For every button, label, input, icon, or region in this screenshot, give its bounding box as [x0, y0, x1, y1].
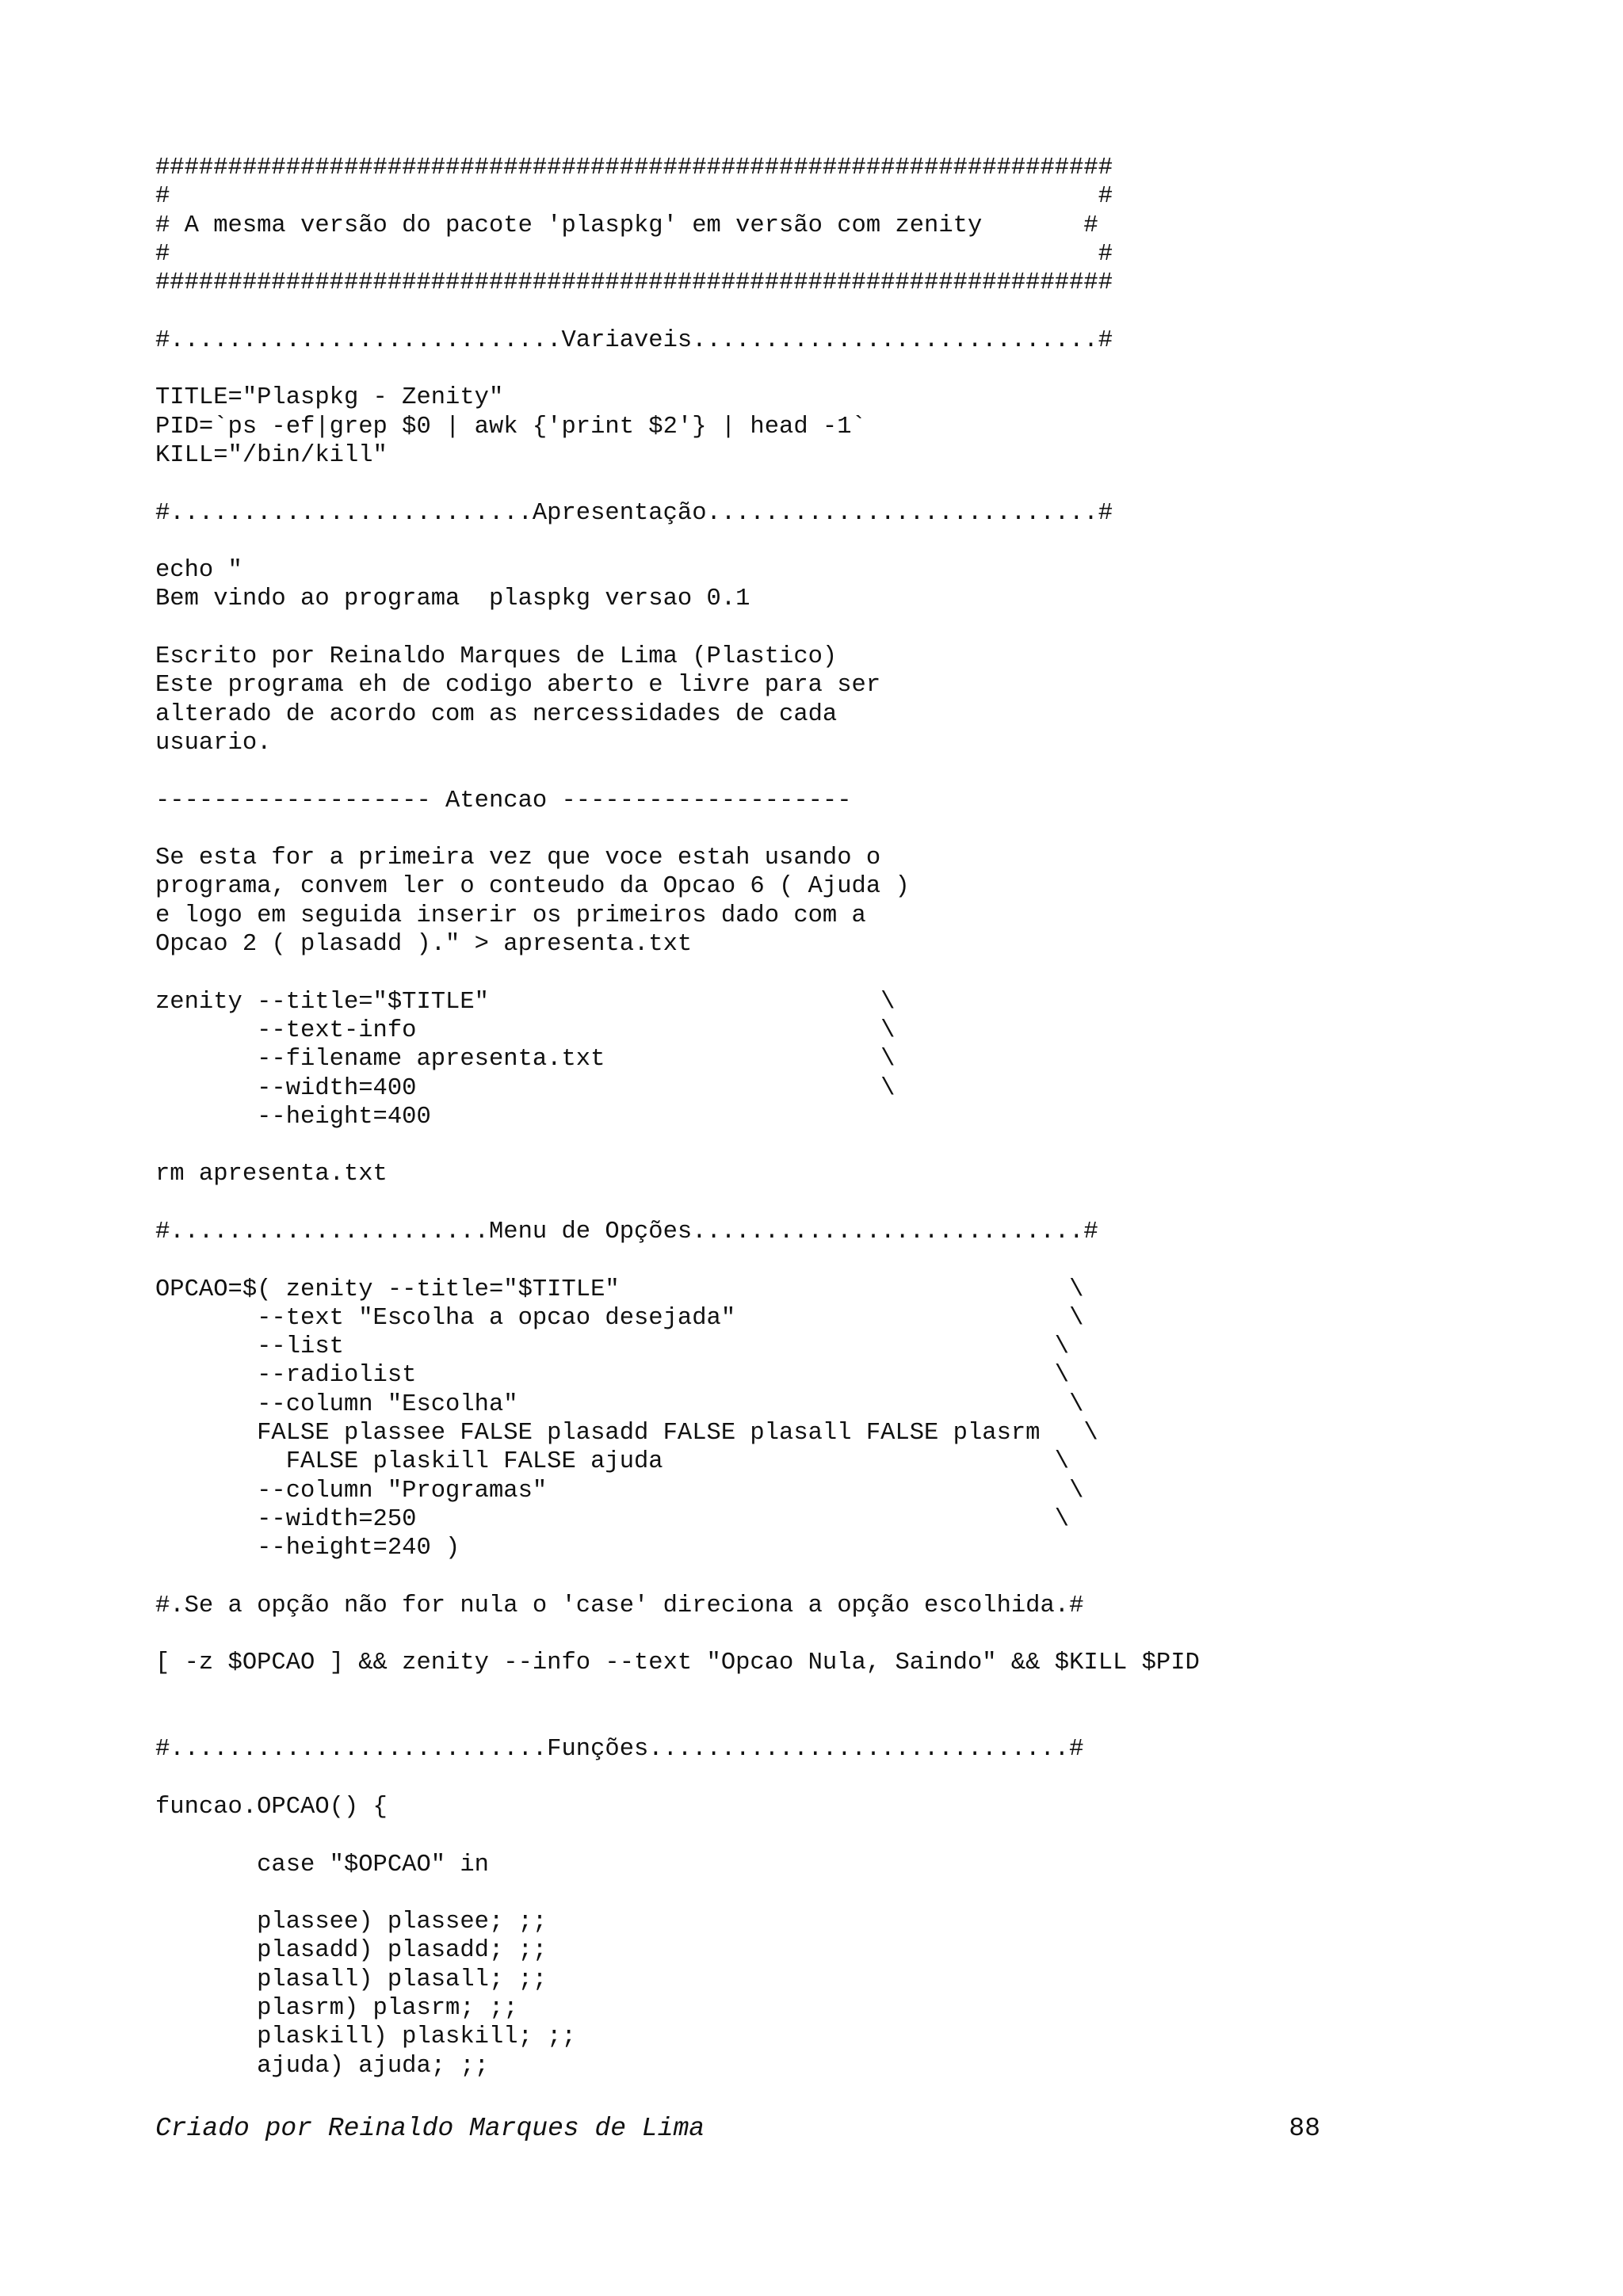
code-line: #..........................Funções.............................# — [155, 1736, 1084, 1764]
code-line: programa, convem ler o conteudo da Opcao 6 ( Ajuda ) — [155, 873, 910, 901]
code-line: # # — [155, 240, 1113, 268]
code-line — [155, 1821, 1200, 1850]
code-line: plasadd) plasadd; ;; — [155, 1937, 548, 1965]
code-line: plassee) plassee; ;; — [155, 1909, 548, 1936]
code-line: Escrito por Reinaldo Marques de Lima (Plastico) — [155, 643, 838, 671]
code-line: Este programa eh de codigo aberto e livre para ser — [155, 672, 881, 700]
code-line: ------------------- Atencao -------------------- — [155, 787, 852, 814]
code-line: OPCAO=$( zenity --title="$TITLE" \ — [155, 1276, 1084, 1303]
code-line: #...........................Variaveis............................# — [155, 326, 1113, 354]
code-line — [155, 757, 1200, 786]
page-footer — [155, 2114, 1320, 2145]
code-line — [155, 1764, 1200, 1793]
code-line: --radiolist \ — [155, 1362, 1070, 1390]
code-line — [155, 1879, 1200, 1908]
code-line: Se esta for a primeira vez que voce estah usando o — [155, 845, 881, 872]
code-line — [155, 528, 1200, 556]
code-line — [155, 297, 1200, 326]
code-line: ################################################################## — [155, 269, 1113, 297]
code-listing — [155, 154, 1200, 2081]
code-line: #......................Menu de Opções...........................# — [155, 1218, 1098, 1245]
code-line: FALSE plaskill FALSE ajuda \ — [155, 1448, 1070, 1476]
code-line: Opcao 2 ( plasadd )." > apresenta.txt — [155, 931, 693, 959]
code-line: --width=250 \ — [155, 1505, 1070, 1533]
code-line: [ -z $OPCAO ] && zenity --info --text "Opcao Nula, Saindo" && $KILL $PID — [155, 1650, 1200, 1677]
code-line: --list \ — [155, 1333, 1070, 1361]
code-line: e logo em seguida inserir os primeiros dado com a — [155, 902, 866, 929]
code-line — [155, 1707, 1200, 1735]
code-line: TITLE="Plaspkg - Zenity" — [155, 384, 504, 412]
code-line: --column "Escolha" \ — [155, 1390, 1084, 1418]
page-number: 88 — [1289, 2114, 1320, 2143]
code-line: rm apresenta.txt — [155, 1161, 388, 1188]
code-line: plasall) plasall; ;; — [155, 1966, 548, 1993]
code-line: plaskill) plaskill; ;; — [155, 2023, 576, 2051]
code-line: --text "Escolha a opcao desejada" \ — [155, 1304, 1084, 1332]
code-line: # A mesma versão do pacote 'plaspkg' em versão com zenity # — [155, 212, 1098, 239]
code-line — [155, 1189, 1200, 1218]
code-line — [155, 1131, 1200, 1160]
code-line: funcao.OPCAO() { — [155, 1793, 388, 1821]
code-line: #.Se a opção não for nula o 'case' direciona a opção escolhida.# — [155, 1592, 1084, 1619]
footer-author: Criado por Reinaldo Marques de Lima — [155, 2114, 705, 2143]
code-line: alterado de acordo com as nercessidades de cada — [155, 700, 838, 728]
code-line — [155, 1246, 1200, 1275]
code-line: Bem vindo ao programa plaspkg versao 0.1 — [155, 585, 750, 613]
code-line — [155, 959, 1200, 987]
code-line: case "$OPCAO" in — [155, 1851, 489, 1878]
code-line: --column "Programas" \ — [155, 1477, 1084, 1505]
code-line — [155, 1563, 1200, 1592]
code-line: #.........................Apresentação...........................# — [155, 499, 1113, 527]
code-line: ajuda) ajuda; ;; — [155, 2052, 489, 2080]
code-line — [155, 355, 1200, 383]
code-line — [155, 470, 1200, 498]
code-line — [155, 614, 1200, 643]
code-line: plasrm) plasrm; ;; — [155, 1995, 518, 2022]
code-line — [155, 815, 1200, 844]
code-line: --text-info \ — [155, 1016, 896, 1044]
code-line: --height=400 — [155, 1103, 431, 1131]
code-line — [155, 1678, 1200, 1707]
code-line: KILL="/bin/kill" — [155, 441, 388, 469]
code-line: zenity --title="$TITLE" \ — [155, 988, 896, 1016]
code-line: ################################################################## — [155, 154, 1113, 181]
code-line: PID=`ps -ef|grep $0 | awk {'print $2'} | head -1` — [155, 413, 866, 441]
code-line: --width=400 \ — [155, 1074, 896, 1102]
code-line: usuario. — [155, 729, 272, 757]
code-line — [155, 1620, 1200, 1649]
code-line: FALSE plassee FALSE plasadd FALSE plasall FALSE plasrm \ — [155, 1420, 1098, 1447]
code-line: --height=240 ) — [155, 1535, 460, 1562]
code-line: echo " — [155, 557, 242, 585]
code-line: # # — [155, 183, 1113, 211]
code-line: --filename apresenta.txt \ — [155, 1046, 896, 1074]
